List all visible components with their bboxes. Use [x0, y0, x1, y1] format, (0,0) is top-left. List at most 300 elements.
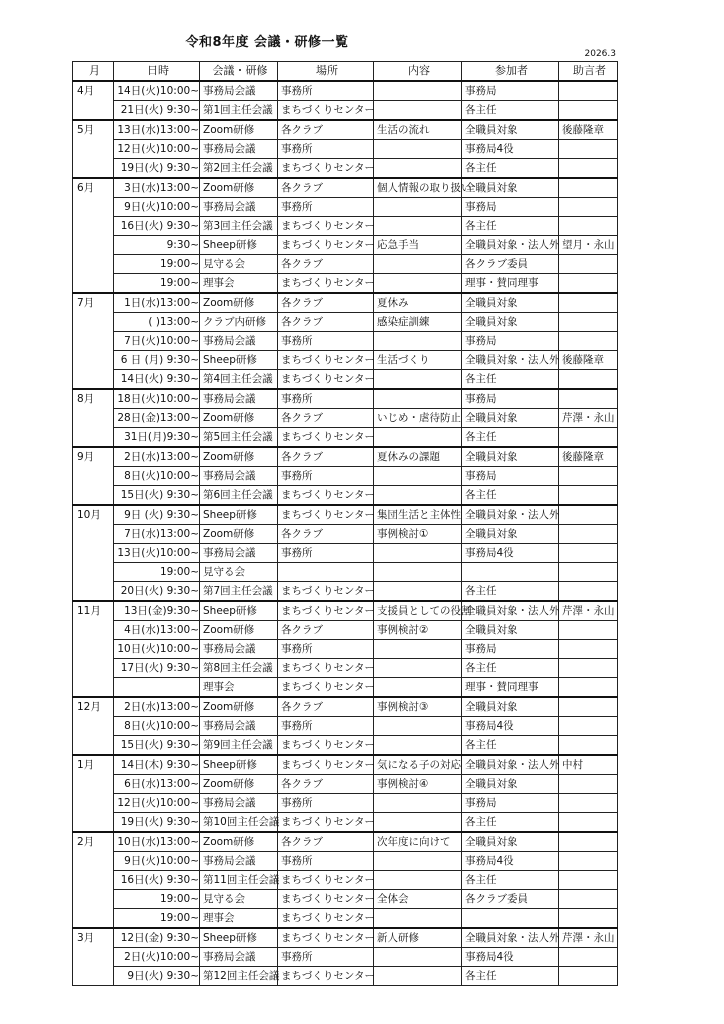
adviser-cell	[559, 81, 618, 101]
event-cell: Zoom研修	[200, 178, 278, 198]
header-row	[73, 62, 618, 82]
event-cell: Zoom研修	[200, 775, 278, 794]
event-cell: 見守る会	[200, 890, 278, 909]
participants-cell: 全職員対象・法人外	[462, 505, 559, 525]
table-row	[73, 832, 618, 852]
table-row	[73, 140, 618, 159]
place-cell: まちづくりセンター	[278, 601, 374, 621]
content-cell: 全体会	[374, 890, 462, 909]
table-row	[73, 428, 618, 448]
participants-cell: 事務局4役	[462, 717, 559, 736]
participants-cell: 各主任	[462, 813, 559, 833]
participants-cell: 事務局	[462, 332, 559, 351]
datetime-cell: 6 日 (月) 9:30~	[114, 351, 200, 370]
participants-cell: 各主任	[462, 967, 559, 986]
table-row	[73, 852, 618, 871]
place-cell: 事務所	[278, 389, 374, 409]
table-row	[73, 120, 618, 140]
content-cell	[374, 486, 462, 506]
table-row	[73, 236, 618, 255]
event-cell: 第2回主任会議	[200, 159, 278, 179]
content-cell	[374, 871, 462, 890]
place-cell: まちづくりセンター	[278, 678, 374, 698]
adviser-cell	[559, 389, 618, 409]
adviser-cell	[559, 525, 618, 544]
month-cell	[73, 909, 114, 929]
adviser-cell	[559, 967, 618, 986]
place-cell	[278, 563, 374, 582]
participants-cell: 事務局	[462, 794, 559, 813]
adviser-cell	[559, 717, 618, 736]
header-month: 月	[73, 62, 114, 82]
content-cell	[374, 967, 462, 986]
adviser-cell	[559, 640, 618, 659]
adviser-cell	[559, 332, 618, 351]
participants-cell: 各主任	[462, 659, 559, 678]
participants-cell: 各主任	[462, 101, 559, 121]
place-cell: 各クラブ	[278, 775, 374, 794]
content-cell	[374, 274, 462, 294]
month-cell	[73, 775, 114, 794]
month-cell	[73, 890, 114, 909]
place-cell: 事務所	[278, 640, 374, 659]
month-cell	[73, 871, 114, 890]
event-cell: Sheep研修	[200, 351, 278, 370]
datetime-cell: 19日(火) 9:30~	[114, 813, 200, 833]
datetime-cell: 21日(火) 9:30~	[114, 101, 200, 121]
content-cell	[374, 217, 462, 236]
event-cell: Zoom研修	[200, 697, 278, 717]
event-cell: 第9回主任会議	[200, 736, 278, 756]
header-datetime: 日時	[114, 62, 200, 82]
datetime-cell: 7日(火)10:00~	[114, 332, 200, 351]
month-cell: 6月	[73, 178, 114, 198]
place-cell: 各クラブ	[278, 621, 374, 640]
adviser-cell	[559, 428, 618, 448]
datetime-cell: ( )13:00~	[114, 313, 200, 332]
table-row	[73, 81, 618, 101]
content-cell	[374, 813, 462, 833]
content-cell: 気になる子の対応	[374, 755, 462, 775]
participants-cell: 全職員対象	[462, 621, 559, 640]
month-cell	[73, 621, 114, 640]
participants-cell: 全職員対象	[462, 178, 559, 198]
adviser-cell: 芹澤・永山	[559, 928, 618, 948]
event-cell: 第1回主任会議	[200, 101, 278, 121]
datetime-cell: 8日(火)10:00~	[114, 467, 200, 486]
content-cell	[374, 717, 462, 736]
schedule-table	[72, 61, 618, 986]
event-cell: Zoom研修	[200, 447, 278, 467]
participants-cell: 各主任	[462, 736, 559, 756]
place-cell: まちづくりセンター	[278, 755, 374, 775]
participants-cell: 全職員対象	[462, 120, 559, 140]
participants-cell: 全職員対象	[462, 832, 559, 852]
participants-cell: 各主任	[462, 486, 559, 506]
datetime-cell: 13日(火)10:00~	[114, 544, 200, 563]
place-cell: まちづくりセンター	[278, 486, 374, 506]
table-row	[73, 755, 618, 775]
participants-cell	[462, 909, 559, 929]
place-cell: まちづくりセンター	[278, 928, 374, 948]
table-row	[73, 293, 618, 313]
table-row	[73, 871, 618, 890]
place-cell: 各クラブ	[278, 293, 374, 313]
content-cell	[374, 140, 462, 159]
table-row	[73, 370, 618, 390]
event-cell: Zoom研修	[200, 120, 278, 140]
event-cell: 理事会	[200, 678, 278, 698]
place-cell: まちづくりセンター	[278, 582, 374, 602]
month-cell	[73, 409, 114, 428]
header-participants: 参加者	[462, 62, 559, 82]
datetime-cell: 9日(火)10:00~	[114, 198, 200, 217]
content-cell	[374, 794, 462, 813]
table-row	[73, 813, 618, 833]
table-row	[73, 486, 618, 506]
participants-cell: 事務局	[462, 81, 559, 101]
place-cell: まちづくりセンター	[278, 909, 374, 929]
datetime-cell: 16日(火) 9:30~	[114, 217, 200, 236]
datetime-cell: 12日(金) 9:30~	[114, 928, 200, 948]
table-row	[73, 101, 618, 121]
table-row	[73, 409, 618, 428]
place-cell: まちづくりセンター	[278, 428, 374, 448]
datetime-cell: 19:00~	[114, 563, 200, 582]
place-cell: 事務所	[278, 717, 374, 736]
adviser-cell	[559, 178, 618, 198]
datetime-cell: 15日(火) 9:30~	[114, 486, 200, 506]
content-cell: 応急手当	[374, 236, 462, 255]
month-cell: 4月	[73, 81, 114, 101]
participants-cell: 事務局	[462, 389, 559, 409]
document-date: 2026.3	[584, 49, 616, 59]
participants-cell: 事務局4役	[462, 852, 559, 871]
adviser-cell	[559, 659, 618, 678]
place-cell: 各クラブ	[278, 409, 374, 428]
place-cell: 事務所	[278, 544, 374, 563]
table-row	[73, 909, 618, 929]
table-row	[73, 217, 618, 236]
month-cell	[73, 525, 114, 544]
content-cell	[374, 563, 462, 582]
datetime-cell: 14日(火)10:00~	[114, 81, 200, 101]
adviser-cell	[559, 813, 618, 833]
adviser-cell: 後藤隆章	[559, 447, 618, 467]
content-cell	[374, 389, 462, 409]
content-cell	[374, 640, 462, 659]
header-event: 会議・研修	[200, 62, 278, 82]
place-cell: まちづくりセンター	[278, 217, 374, 236]
content-cell	[374, 255, 462, 274]
content-cell	[374, 198, 462, 217]
document-title: 令和8年度 会議・研修一覧	[185, 35, 349, 50]
participants-cell: 事務局4役	[462, 140, 559, 159]
content-cell: 支援員としての役割	[374, 601, 462, 621]
content-cell: 生活づくり	[374, 351, 462, 370]
event-cell: Sheep研修	[200, 755, 278, 775]
content-cell: 事例検討①	[374, 525, 462, 544]
adviser-cell	[559, 159, 618, 179]
participants-cell: 全職員対象	[462, 775, 559, 794]
content-cell	[374, 678, 462, 698]
content-cell: 事例検討③	[374, 697, 462, 717]
month-cell	[73, 813, 114, 833]
event-cell: Zoom研修	[200, 525, 278, 544]
datetime-cell	[114, 678, 200, 698]
table-row	[73, 447, 618, 467]
table-row	[73, 601, 618, 621]
participants-cell: 理事・賛同理事	[462, 678, 559, 698]
datetime-cell: 19:00~	[114, 909, 200, 929]
datetime-cell: 7日(水)13:00~	[114, 525, 200, 544]
place-cell: まちづくりセンター	[278, 890, 374, 909]
adviser-cell	[559, 697, 618, 717]
adviser-cell: 中村	[559, 755, 618, 775]
participants-cell: 全職員対象	[462, 697, 559, 717]
event-cell: 見守る会	[200, 563, 278, 582]
place-cell: まちづくりセンター	[278, 274, 374, 294]
month-cell	[73, 736, 114, 756]
place-cell: まちづくりセンター	[278, 871, 374, 890]
place-cell: 事務所	[278, 140, 374, 159]
month-cell	[73, 236, 114, 255]
adviser-cell	[559, 736, 618, 756]
event-cell: Zoom研修	[200, 832, 278, 852]
table-row	[73, 159, 618, 179]
place-cell: 各クラブ	[278, 525, 374, 544]
table-row	[73, 621, 618, 640]
event-cell: 事務局会議	[200, 948, 278, 967]
event-cell: クラブ内研修	[200, 313, 278, 332]
content-cell: 事例検討②	[374, 621, 462, 640]
adviser-cell	[559, 775, 618, 794]
datetime-cell: 13日(金)9:30~	[114, 601, 200, 621]
participants-cell: 全職員対象・法人外	[462, 755, 559, 775]
participants-cell: 各主任	[462, 370, 559, 390]
content-cell	[374, 948, 462, 967]
participants-cell: 全職員対象・法人外	[462, 351, 559, 370]
place-cell: 各クラブ	[278, 697, 374, 717]
event-cell: 事務局会議	[200, 332, 278, 351]
month-cell	[73, 678, 114, 698]
participants-cell: 各主任	[462, 217, 559, 236]
table-row	[73, 313, 618, 332]
place-cell: 事務所	[278, 198, 374, 217]
participants-cell: 事務局	[462, 640, 559, 659]
content-cell	[374, 736, 462, 756]
datetime-cell: 17日(火) 9:30~	[114, 659, 200, 678]
header-content: 内容	[374, 62, 462, 82]
place-cell: まちづくりセンター	[278, 505, 374, 525]
event-cell: 第7回主任会議	[200, 582, 278, 602]
month-cell	[73, 332, 114, 351]
content-cell	[374, 101, 462, 121]
adviser-cell: 芹澤・永山	[559, 601, 618, 621]
month-cell: 1月	[73, 755, 114, 775]
place-cell: 事務所	[278, 467, 374, 486]
datetime-cell: 2日(火)10:00~	[114, 948, 200, 967]
datetime-cell: 6日(水)13:00~	[114, 775, 200, 794]
month-cell	[73, 101, 114, 121]
adviser-cell: 望月・永山	[559, 236, 618, 255]
adviser-cell	[559, 198, 618, 217]
table-row	[73, 890, 618, 909]
content-cell	[374, 332, 462, 351]
datetime-cell: 9:30~	[114, 236, 200, 255]
event-cell: 事務局会議	[200, 717, 278, 736]
month-cell	[73, 717, 114, 736]
adviser-cell	[559, 890, 618, 909]
place-cell: まちづくりセンター	[278, 351, 374, 370]
event-cell: 第11回主任会議	[200, 871, 278, 890]
adviser-cell	[559, 467, 618, 486]
content-cell	[374, 370, 462, 390]
datetime-cell: 31日(月)9:30~	[114, 428, 200, 448]
month-cell	[73, 852, 114, 871]
participants-cell: 事務局4役	[462, 948, 559, 967]
month-cell	[73, 544, 114, 563]
month-cell: 12月	[73, 697, 114, 717]
adviser-cell	[559, 293, 618, 313]
place-cell: 事務所	[278, 81, 374, 101]
table-row	[73, 678, 618, 698]
place-cell: まちづくりセンター	[278, 370, 374, 390]
participants-cell: 全職員対象	[462, 447, 559, 467]
event-cell: 事務局会議	[200, 467, 278, 486]
month-cell	[73, 370, 114, 390]
content-cell: 事例検討④	[374, 775, 462, 794]
datetime-cell: 19:00~	[114, 255, 200, 274]
event-cell: 事務局会議	[200, 544, 278, 563]
event-cell: 第8回主任会議	[200, 659, 278, 678]
table-row	[73, 717, 618, 736]
place-cell: まちづくりセンター	[278, 101, 374, 121]
month-cell: 5月	[73, 120, 114, 140]
adviser-cell	[559, 544, 618, 563]
datetime-cell: 9日(火) 9:30~	[114, 967, 200, 986]
participants-cell: 全職員対象	[462, 525, 559, 544]
adviser-cell	[559, 255, 618, 274]
place-cell: 事務所	[278, 332, 374, 351]
table-row	[73, 736, 618, 756]
place-cell: 各クラブ	[278, 447, 374, 467]
content-cell: 感染症訓練	[374, 313, 462, 332]
event-cell: 事務局会議	[200, 640, 278, 659]
month-cell	[73, 486, 114, 506]
month-cell: 7月	[73, 293, 114, 313]
event-cell: Zoom研修	[200, 621, 278, 640]
participants-cell: 各主任	[462, 871, 559, 890]
content-cell: 夏休みの課題	[374, 447, 462, 467]
table-row	[73, 640, 618, 659]
participants-cell: 事務局	[462, 467, 559, 486]
event-cell: 事務局会議	[200, 852, 278, 871]
content-cell	[374, 544, 462, 563]
place-cell: 各クラブ	[278, 255, 374, 274]
event-cell: 第5回主任会議	[200, 428, 278, 448]
adviser-cell	[559, 852, 618, 871]
content-cell	[374, 909, 462, 929]
month-cell	[73, 948, 114, 967]
month-cell	[73, 159, 114, 179]
datetime-cell: 9日(火)10:00~	[114, 852, 200, 871]
place-cell: まちづくりセンター	[278, 659, 374, 678]
month-cell	[73, 640, 114, 659]
event-cell: 事務局会議	[200, 140, 278, 159]
content-cell: 次年度に向けて	[374, 832, 462, 852]
content-cell	[374, 428, 462, 448]
adviser-cell	[559, 274, 618, 294]
month-cell	[73, 794, 114, 813]
datetime-cell: 3日(水)13:00~	[114, 178, 200, 198]
table-row	[73, 525, 618, 544]
datetime-cell: 12日(火)10:00~	[114, 794, 200, 813]
content-cell	[374, 81, 462, 101]
content-cell: 夏休み	[374, 293, 462, 313]
datetime-cell: 12日(火)10:00~	[114, 140, 200, 159]
place-cell: まちづくりセンター	[278, 967, 374, 986]
place-cell: 各クラブ	[278, 120, 374, 140]
datetime-cell: 19:00~	[114, 890, 200, 909]
table-row	[73, 332, 618, 351]
adviser-cell: 後藤隆章	[559, 351, 618, 370]
datetime-cell: 19:00~	[114, 274, 200, 294]
header-place: 場所	[278, 62, 374, 82]
datetime-cell: 2日(水)13:00~	[114, 447, 200, 467]
datetime-cell: 8日(火)10:00~	[114, 717, 200, 736]
participants-cell: 全職員対象	[462, 409, 559, 428]
content-cell: 集団生活と主体性	[374, 505, 462, 525]
participants-cell: 各クラブ委員	[462, 255, 559, 274]
month-cell: 8月	[73, 389, 114, 409]
adviser-cell	[559, 948, 618, 967]
participants-cell: 全職員対象・法人外	[462, 236, 559, 255]
participants-cell: 各主任	[462, 582, 559, 602]
place-cell: 各クラブ	[278, 178, 374, 198]
adviser-cell	[559, 563, 618, 582]
datetime-cell: 13日(水)13:00~	[114, 120, 200, 140]
event-cell: 事務局会議	[200, 81, 278, 101]
table-row	[73, 255, 618, 274]
place-cell: まちづくりセンター	[278, 159, 374, 179]
adviser-cell	[559, 486, 618, 506]
participants-cell: 全職員対象	[462, 313, 559, 332]
month-cell	[73, 582, 114, 602]
datetime-cell: 28日(金)13:00~	[114, 409, 200, 428]
place-cell: まちづくりセンター	[278, 813, 374, 833]
event-cell: 事務局会議	[200, 794, 278, 813]
event-cell: Zoom研修	[200, 409, 278, 428]
participants-cell: 全職員対象	[462, 293, 559, 313]
table-row	[73, 582, 618, 602]
event-cell: 第10回主任会議	[200, 813, 278, 833]
datetime-cell: 10日(水)13:00~	[114, 832, 200, 852]
event-cell: Sheep研修	[200, 601, 278, 621]
month-cell: 10月	[73, 505, 114, 525]
participants-cell: 事務局	[462, 198, 559, 217]
month-cell	[73, 140, 114, 159]
participants-cell: 各主任	[462, 428, 559, 448]
datetime-cell: 14日(火) 9:30~	[114, 370, 200, 390]
event-cell: 理事会	[200, 909, 278, 929]
month-cell	[73, 428, 114, 448]
month-cell	[73, 563, 114, 582]
participants-cell: 各主任	[462, 159, 559, 179]
table-row	[73, 967, 618, 986]
month-cell: 11月	[73, 601, 114, 621]
month-cell	[73, 467, 114, 486]
